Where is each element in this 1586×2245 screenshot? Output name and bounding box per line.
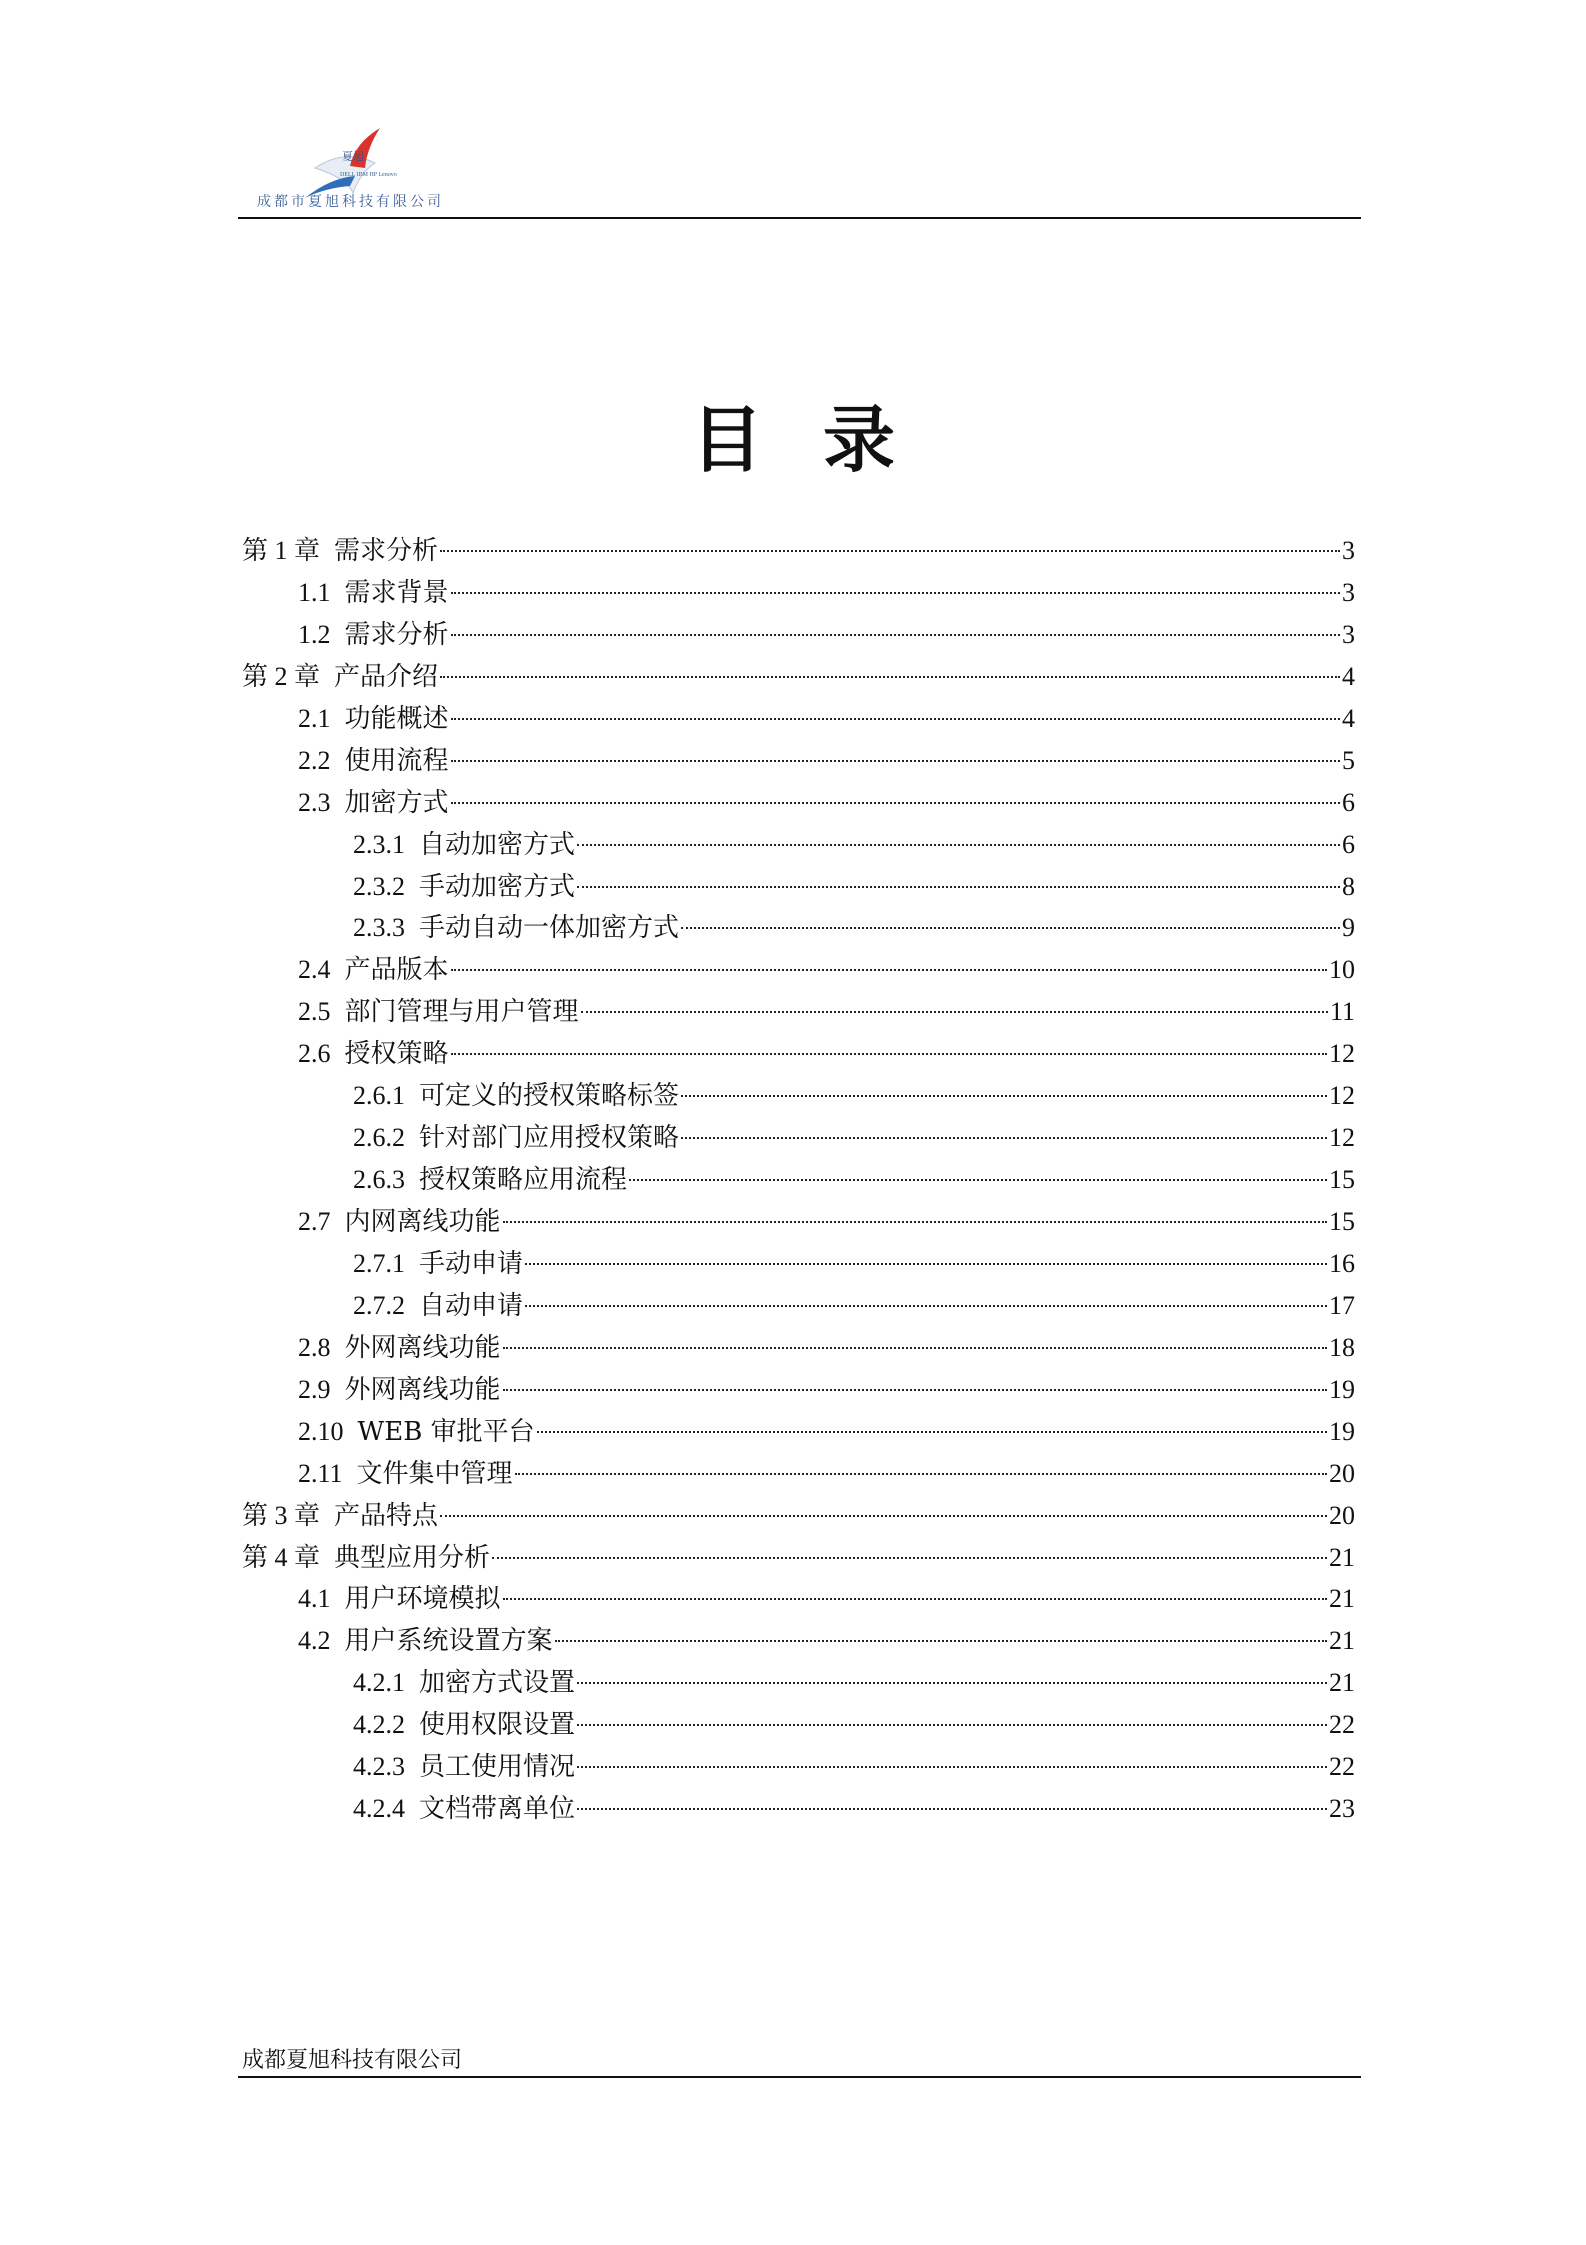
toc-entry-label: 手动自动一体加密方式: [419, 913, 680, 944]
dot-leader: [451, 634, 1340, 636]
toc-entry-number: 2.3.3: [353, 913, 405, 943]
toc-entry-page: 16: [1329, 1248, 1355, 1278]
toc-entry-number: 2.7.2: [353, 1290, 405, 1320]
toc-entry-label: 使用权限设置: [419, 1710, 576, 1741]
toc-entry-number: 4.2: [298, 1626, 331, 1656]
toc-entry[interactable]: [242, 1159, 1355, 1201]
toc-entry-label: WEB 审批平台: [357, 1416, 535, 1447]
dot-leader: [451, 1053, 1327, 1055]
toc-entry-number: 第 3 章: [242, 1500, 321, 1530]
toc-entry[interactable]: [242, 656, 1355, 698]
toc-entry-number: 第 1 章: [242, 536, 321, 565]
toc-entry-label: 用户环境模拟: [344, 1584, 501, 1615]
page-title: 目录: [690, 397, 955, 482]
toc-entry-number: 1.1: [298, 577, 331, 607]
toc-entry[interactable]: [242, 1285, 1355, 1327]
toc-entry-label: 部门管理与用户管理: [344, 997, 579, 1028]
toc-entry[interactable]: [242, 949, 1355, 991]
toc-entry-number: 2.2: [298, 745, 331, 775]
toc-entry[interactable]: [242, 530, 1355, 572]
toc-entry-label: 产品介绍: [334, 661, 439, 692]
toc-entry-number: 2.1: [298, 703, 331, 733]
toc-entry[interactable]: [242, 991, 1355, 1033]
dot-leader: [525, 1305, 1327, 1307]
toc-entry-number: 4.2.2: [353, 1710, 405, 1740]
dot-leader: [581, 1011, 1328, 1013]
toc-entry-page: 10: [1329, 955, 1355, 985]
toc-entry[interactable]: [242, 1746, 1355, 1788]
dot-leader: [451, 760, 1340, 762]
toc-entry-page: 4: [1342, 661, 1355, 691]
dot-leader: [503, 1389, 1327, 1391]
toc-entry[interactable]: [242, 1243, 1355, 1285]
toc-entry-page: 8: [1342, 871, 1355, 901]
toc-entry-page: 21: [1329, 1584, 1355, 1614]
toc-entry-label: 功能概述: [344, 703, 449, 734]
toc-entry-label: 产品特点: [334, 1500, 439, 1531]
toc-entry-number: 2.7: [298, 1207, 331, 1236]
dot-leader: [525, 1263, 1327, 1265]
dot-leader: [492, 1557, 1327, 1559]
toc-entry-page: 15: [1329, 1165, 1355, 1195]
toc-entry-label: 授权策略: [344, 1039, 449, 1070]
toc-entry-label: 内网离线功能: [344, 1207, 501, 1237]
toc-entry-number: 第 2 章: [242, 661, 321, 691]
toc-entry[interactable]: [242, 1411, 1355, 1453]
toc-entry[interactable]: [242, 1369, 1355, 1411]
toc-entry-page: 18: [1329, 1332, 1355, 1362]
toc-entry-page: 22: [1329, 1710, 1355, 1740]
toc-entry[interactable]: [242, 1704, 1355, 1746]
dot-leader: [451, 592, 1340, 594]
toc-entry[interactable]: [242, 614, 1355, 656]
toc-entry-page: 23: [1329, 1794, 1355, 1824]
toc-entry[interactable]: [242, 782, 1355, 824]
dot-leader: [681, 927, 1340, 929]
toc-entry[interactable]: [242, 1075, 1355, 1117]
dot-leader: [577, 844, 1340, 846]
header-divider: [238, 217, 1361, 219]
dot-leader: [451, 802, 1340, 804]
toc-entry-page: 3: [1342, 619, 1355, 649]
toc-entry-label: 自动加密方式: [419, 829, 576, 860]
toc-entry-page: 3: [1342, 536, 1355, 565]
toc-entry-page: 21: [1329, 1542, 1355, 1572]
toc-entry-label: 需求分析: [344, 619, 449, 650]
toc-entry-page: 12: [1329, 1039, 1355, 1069]
toc-entry-number: 2.6: [298, 1039, 331, 1069]
toc-entry[interactable]: [242, 1495, 1355, 1537]
toc-entry-page: 6: [1342, 787, 1355, 817]
table-of-contents: [242, 530, 1355, 1830]
dot-leader: [577, 1766, 1327, 1768]
toc-entry[interactable]: [242, 1033, 1355, 1075]
toc-entry-page: 20: [1329, 1500, 1355, 1530]
toc-entry-page: 21: [1329, 1668, 1355, 1698]
toc-entry[interactable]: [242, 866, 1355, 908]
dot-leader: [577, 1808, 1327, 1810]
toc-entry[interactable]: [242, 824, 1355, 866]
toc-entry-number: 2.3.1: [353, 829, 405, 859]
toc-entry[interactable]: [242, 1662, 1355, 1704]
toc-entry[interactable]: [242, 572, 1355, 614]
dot-leader: [555, 1640, 1327, 1642]
dot-leader: [503, 1347, 1327, 1349]
logo-chinese-text: 夏旭: [342, 150, 364, 163]
dot-leader: [503, 1598, 1327, 1600]
toc-entry[interactable]: [242, 1537, 1355, 1579]
toc-entry-page: 22: [1329, 1752, 1355, 1782]
toc-entry-label: 外网离线功能: [344, 1332, 501, 1363]
dot-leader: [451, 969, 1327, 971]
toc-entry-label: 手动申请: [419, 1248, 524, 1279]
toc-entry-page: 20: [1329, 1458, 1355, 1488]
toc-entry-number: 2.6.2: [353, 1123, 405, 1153]
dot-leader: [537, 1431, 1327, 1433]
dot-leader: [577, 886, 1340, 888]
toc-entry-label: 外网离线功能: [344, 1374, 501, 1405]
toc-entry-number: 2.5: [298, 997, 331, 1027]
toc-entry-label: 授权策略应用流程: [419, 1165, 628, 1196]
toc-entry-label: 员工使用情况: [419, 1752, 576, 1783]
toc-entry-label: 需求背景: [344, 577, 449, 608]
toc-entry[interactable]: [242, 1117, 1355, 1159]
toc-entry[interactable]: [242, 698, 1355, 740]
toc-entry-page: 19: [1329, 1374, 1355, 1404]
dot-leader: [681, 1137, 1327, 1139]
toc-entry-number: 2.6.1: [353, 1081, 405, 1111]
toc-entry-number: 2.7.1: [353, 1248, 405, 1278]
toc-entry-label: 可定义的授权策略标签: [419, 1081, 680, 1112]
logo-tagline: DELL IBM HP Lenovo: [340, 172, 397, 178]
dot-leader: [681, 1095, 1327, 1097]
toc-entry-page: 12: [1329, 1081, 1355, 1111]
dot-leader: [440, 1515, 1327, 1517]
toc-entry-number: 2.3.2: [353, 871, 405, 901]
toc-entry-number: 1.2: [298, 619, 331, 649]
dot-leader: [515, 1473, 1327, 1475]
toc-entry[interactable]: [242, 1620, 1355, 1662]
toc-entry-page: 11: [1329, 997, 1355, 1027]
toc-entry[interactable]: [242, 1453, 1355, 1495]
toc-entry-label: 用户系统设置方案: [344, 1626, 553, 1657]
dot-leader: [451, 718, 1340, 720]
toc-entry-page: 21: [1329, 1626, 1355, 1656]
toc-entry[interactable]: [242, 1201, 1355, 1243]
toc-entry-number: 第 4 章: [242, 1542, 321, 1572]
toc-entry-number: 2.4: [298, 955, 331, 985]
toc-entry-number: 2.11: [298, 1458, 343, 1488]
toc-entry-label: 需求分析: [334, 536, 439, 566]
toc-entry-number: 4.2.3: [353, 1752, 405, 1782]
toc-entry-number: 2.6.3: [353, 1165, 405, 1195]
toc-entry-label: 自动申请: [419, 1290, 524, 1321]
toc-entry[interactable]: [242, 907, 1355, 949]
toc-entry-page: 19: [1329, 1416, 1355, 1446]
footer-company-name: 成都夏旭科技有限公司: [242, 2048, 463, 2073]
toc-entry-number: 2.8: [298, 1332, 331, 1362]
toc-entry[interactable]: [242, 740, 1355, 782]
toc-entry-number: 2.3: [298, 787, 331, 817]
toc-entry-page: 12: [1329, 1123, 1355, 1153]
toc-entry-label: 加密方式: [344, 787, 449, 818]
toc-entry-label: 产品版本: [344, 955, 449, 986]
header-company-name: 成都市夏旭科技有限公司: [257, 194, 444, 210]
toc-entry-page: 15: [1329, 1207, 1355, 1236]
toc-entry-number: 2.10: [298, 1416, 344, 1446]
toc-entry-label: 使用流程: [344, 745, 449, 776]
toc-entry[interactable]: [242, 1788, 1355, 1830]
toc-entry-page: 5: [1342, 745, 1355, 775]
toc-entry-number: 4.2.4: [353, 1794, 405, 1824]
dot-leader: [629, 1179, 1327, 1181]
dot-leader: [577, 1724, 1327, 1726]
toc-entry[interactable]: [242, 1578, 1355, 1620]
toc-entry-label: 文档带离单位: [419, 1794, 576, 1825]
dot-leader: [503, 1221, 1327, 1223]
toc-entry[interactable]: [242, 1327, 1355, 1369]
footer-divider: [238, 2076, 1361, 2078]
toc-entry-page: 3: [1342, 577, 1355, 607]
toc-entry-label: 典型应用分析: [334, 1542, 491, 1573]
toc-entry-label: 文件集中管理: [356, 1458, 513, 1489]
toc-entry-page: 9: [1342, 913, 1355, 943]
toc-entry-page: 4: [1342, 703, 1355, 733]
dot-leader: [440, 550, 1340, 552]
toc-entry-page: 17: [1329, 1290, 1355, 1320]
toc-entry-label: 加密方式设置: [419, 1668, 576, 1699]
toc-entry-number: 4.1: [298, 1584, 331, 1614]
toc-entry-number: 4.2.1: [353, 1668, 405, 1698]
dot-leader: [577, 1682, 1327, 1684]
toc-entry-page: 6: [1342, 829, 1355, 859]
toc-entry-label: 针对部门应用授权策略: [419, 1123, 680, 1154]
toc-entry-number: 2.9: [298, 1374, 331, 1404]
toc-entry-label: 手动加密方式: [419, 871, 576, 902]
dot-leader: [440, 676, 1340, 678]
